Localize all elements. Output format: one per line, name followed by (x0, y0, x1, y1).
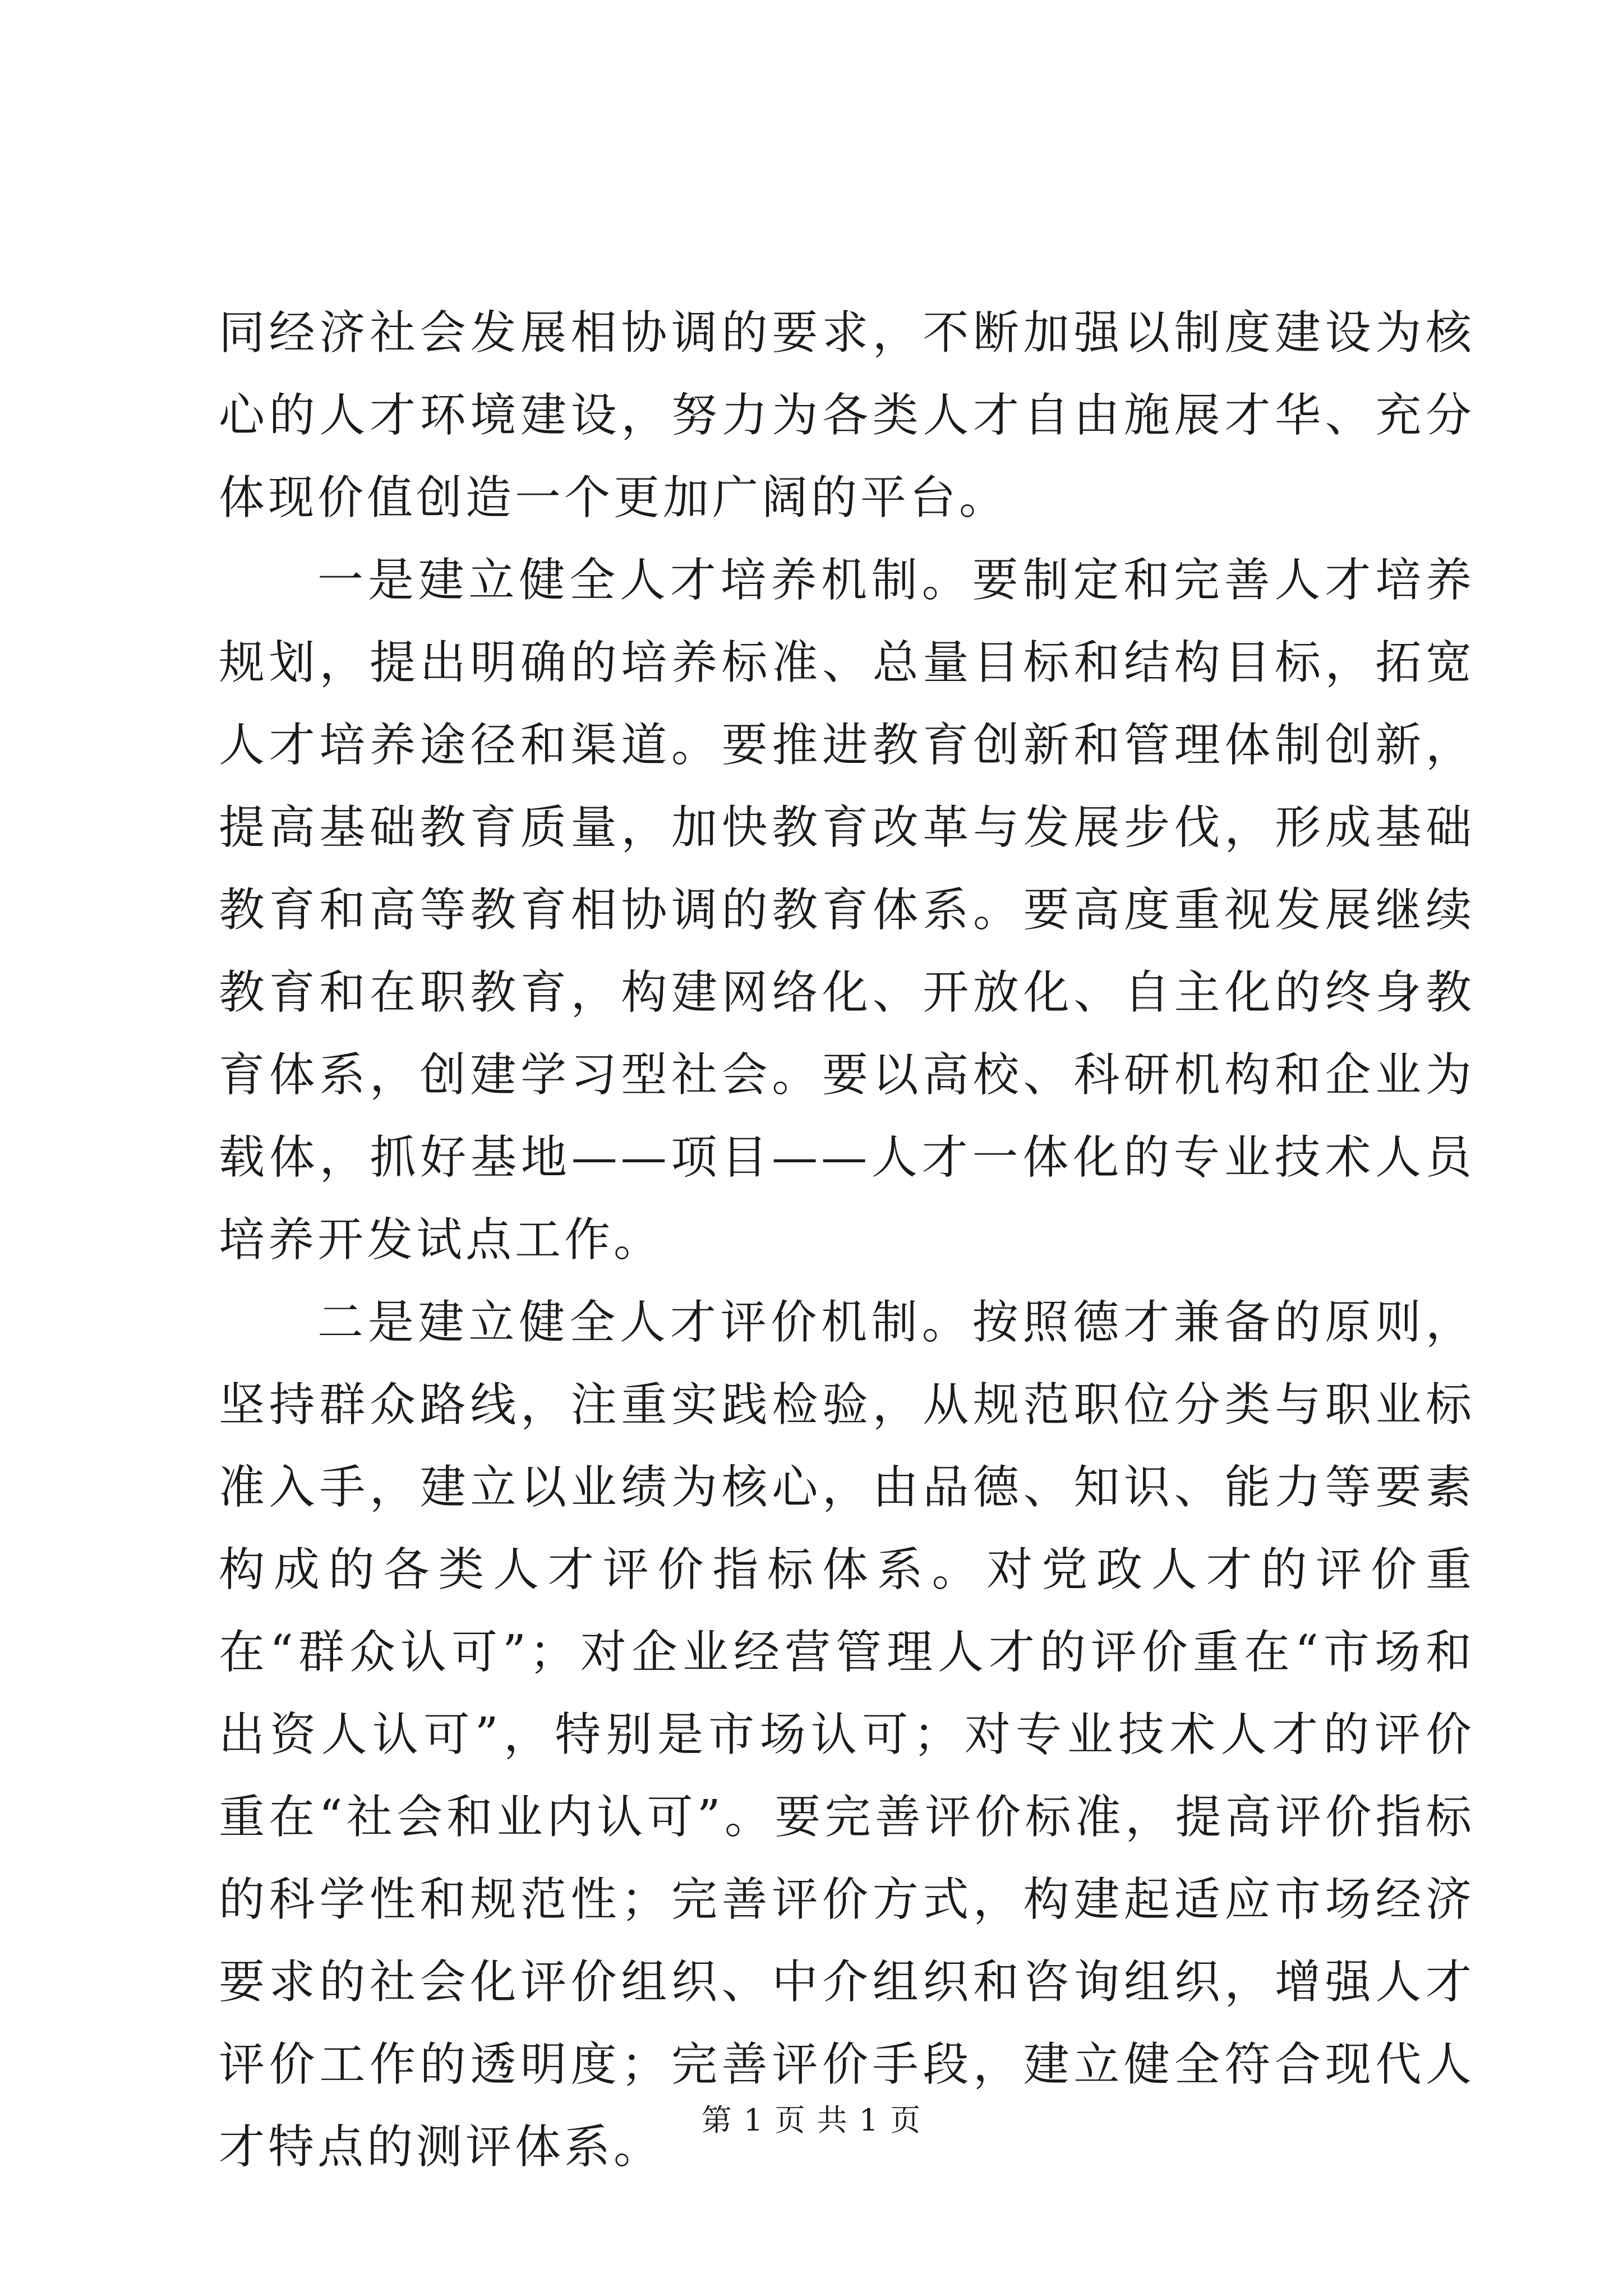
paragraph-intro: 同经济社会发展相协调的要求，不断加强以制度建设为核心的人才环境建设，努力为各类人才自由施展才华、充分体现价值创造一个更加广阔的平台。 (219, 306, 1475, 524)
paragraph-training-mechanism: 一是建立健全人才培养机制。要制定和完善人才培养规划，提出明确的培养标准、总量目标和结构目标，拓宽人才培养途径和渠道。要推进教育创新和管理体制创新，提高基础教育质量，加快教育改革与发展步伐，形成基础教育和高等教育相协调的教育体系。要高度重视发展继续教育和在职教育，构建网络化、开放化、自主化的终身教育体系，创建学习型社会。要以高校、科研机构和企业为载体，抓好基地——项目——人才一体化的专业技术人员培养开发试点工作。 (219, 554, 1475, 1267)
document-body (219, 292, 1475, 2188)
page-footer: 第 1 页 共 1 页 (701, 2102, 922, 2138)
paragraph-evaluation-mechanism: 二是建立健全人才评价机制。按照德才兼备的原则，坚持群众路线，注重实践检验，从规范职位分类与职业标准入手，建立以业绩为核心，由品德、知识、能力等要素构成的各类人才评价指标体系。对党政人才的评价重在“群众认可”；对企业经营管理人才的评价重在“市场和出资人认可”，特别是市场认可；对专业技术人才的评价重在“社会和业内认可”。要完善评价标准，提高评价指标的科学性和规范性；完善评价方式，构建起适应市场经济要求的社会化评价组织、中介组织和咨询组织，增强人才评价工作的透明度；完善评价手段，建立健全符合现代人才特点的测评体系。 (219, 1296, 1475, 2174)
